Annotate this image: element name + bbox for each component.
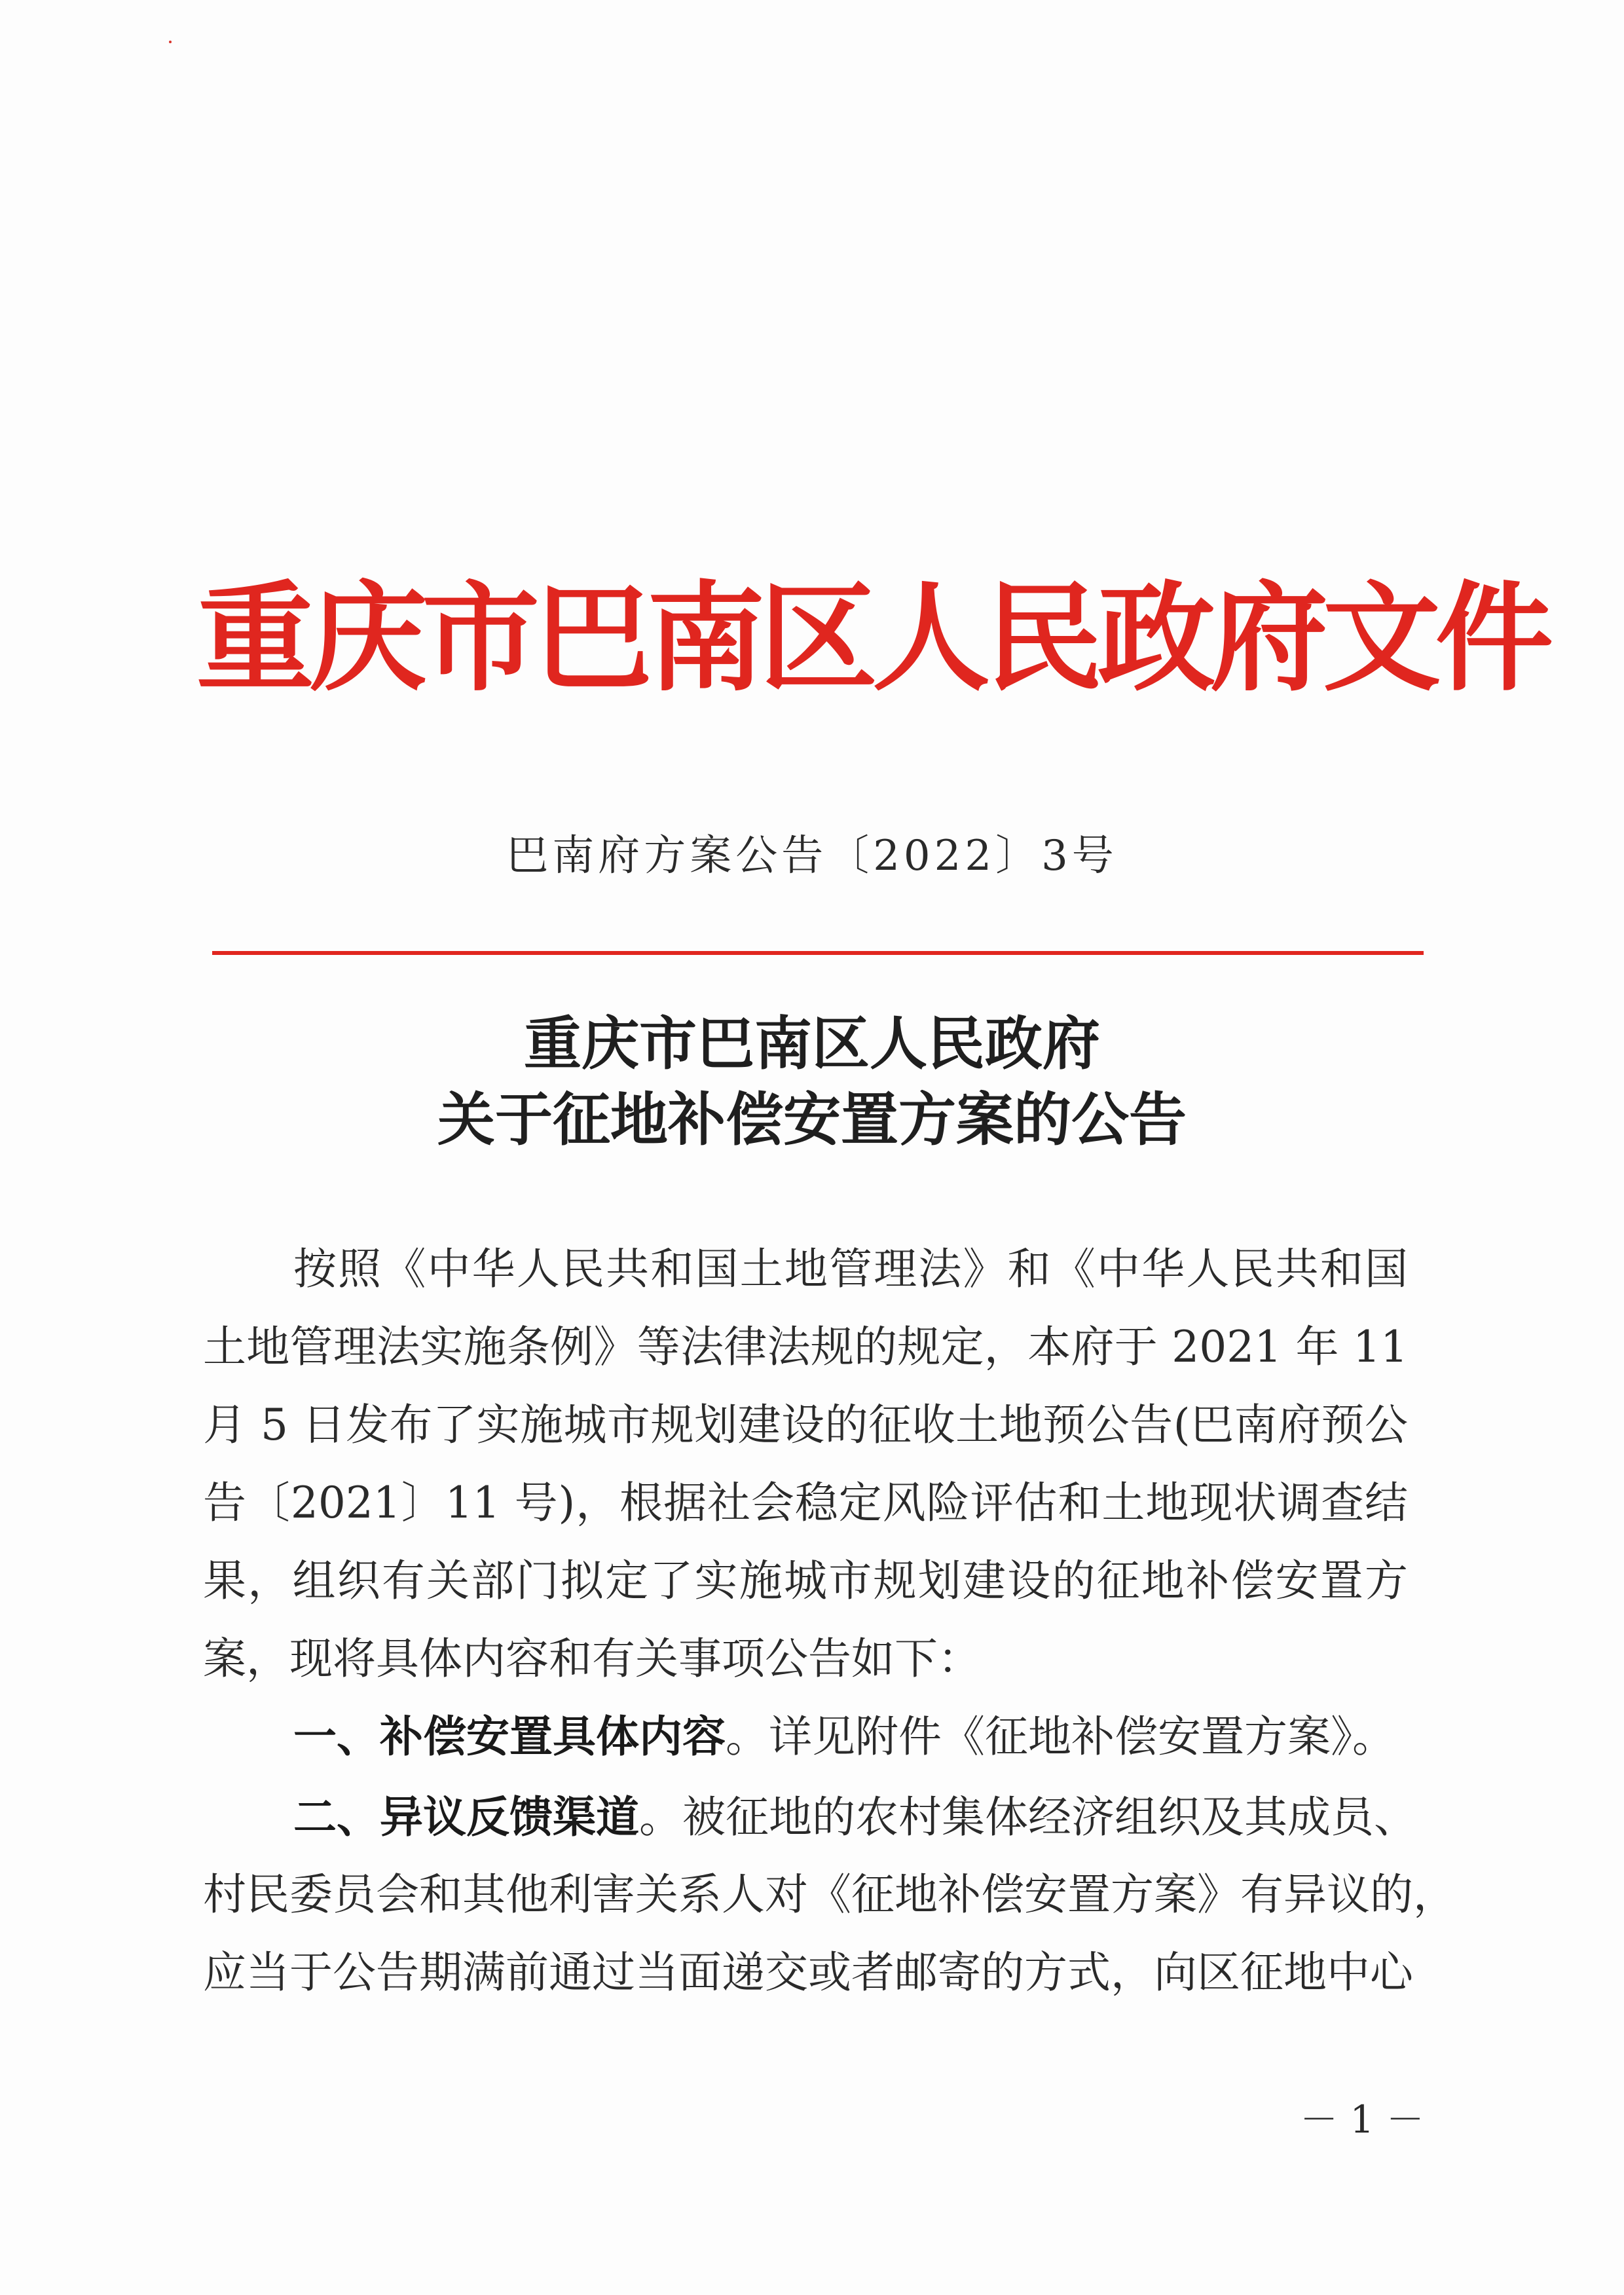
page-number: － 1 －	[1300, 2097, 1424, 2142]
section-1-heading: 一、补偿安置具体内容	[293, 1711, 726, 1762]
body-line-6: 案，现将具体内容和有关事项公告如下：	[203, 1633, 981, 1684]
section-2-heading: 二、异议反馈渠道	[293, 1792, 639, 1842]
title-line-2: 关于征地补偿安置方案的公告	[437, 1085, 1187, 1153]
section-2-line-2: 村民委员会和其他利害关系人对《征地补偿安置方案》有异议的，	[203, 1869, 1456, 1920]
section-2-text: 。被征地的农村集体经济组织及其成员、	[639, 1792, 1417, 1842]
body-line-3: 月 5 日发布了实施城市规划建设的征收土地预公告(巴南府预公	[203, 1400, 1408, 1450]
document-number: 巴南府方案公告〔2022〕3号	[506, 832, 1118, 880]
body-line-1: 按照《中华人民共和国土地管理法》和《中华人民共和国	[293, 1244, 1408, 1294]
section-1-text: 。详见附件《征地补偿安置方案》。	[726, 1711, 1395, 1762]
body-line-2: 土地管理法实施条例》等法律法规的规定，本府于 2021 年 11	[203, 1322, 1408, 1372]
document-masthead: 重庆市巴南区人民政府文件	[196, 569, 1549, 707]
title-line-1: 重庆市巴南区人民政府	[523, 1009, 1100, 1077]
red-divider	[212, 951, 1424, 955]
section-2-line-3: 应当于公告期满前通过当面递交或者邮寄的方式，向区征地中心	[203, 1947, 1413, 1998]
section-2-paragraph	[293, 1788, 1417, 1847]
body-line-5: 果，组织有关部门拟定了实施城市规划建设的征地补偿安置方	[203, 1556, 1408, 1606]
section-1-paragraph	[293, 1707, 1408, 1766]
body-line-4: 告〔2021〕11 号)，根据社会稳定风险评估和土地现状调查结	[203, 1478, 1408, 1528]
scan-speck	[169, 41, 172, 43]
